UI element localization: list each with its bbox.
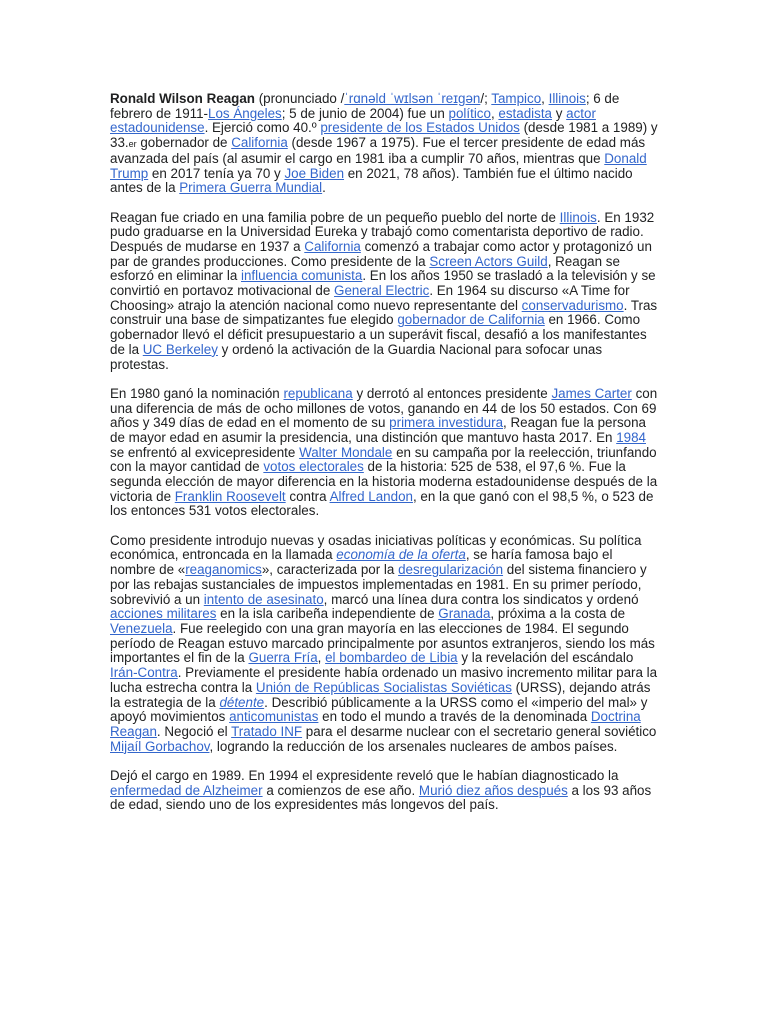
article-link[interactable]: UC Berkeley <box>142 341 218 357</box>
article-text: a los 93 años de edad, siendo uno de los expresidentes más longevos del país. <box>110 782 652 813</box>
article-text: y ordenó la activación de la Guardia Nacional para sofocar unas protestas. <box>110 341 603 372</box>
article-link[interactable]: Murió diez años después <box>418 782 568 798</box>
article-text: comenzó a trabajar como actor y protagonizó un par de grandes producciones. Como presidente de la <box>110 238 652 269</box>
article-link[interactable]: enfermedad de Alzheimer <box>110 782 263 798</box>
paragraph-early-life <box>110 211 658 373</box>
article-link[interactable]: Venezuela <box>110 620 173 636</box>
article-text: », caracterizada por la <box>261 562 399 578</box>
article-text: y derrotó al entonces presidente <box>352 385 552 401</box>
article-text: contra <box>285 488 330 504</box>
paragraph-elections <box>110 387 658 519</box>
article-link[interactable]: economía de la oferta <box>336 547 466 563</box>
article-text: en todo el mundo a través de la denominada <box>318 709 591 725</box>
article-link[interactable]: anticomunistas <box>229 709 319 725</box>
article-text: en 1966. Como gobernador llevó el déficit presupuestario a un superávit fiscal, desafió a los manifestantes de la <box>110 312 647 357</box>
paragraph-later-life <box>110 769 658 813</box>
article-link[interactable]: presidente de los Estados Unidos <box>320 120 520 136</box>
article-text: en 2017 tenía ya 70 y <box>148 165 285 181</box>
article-text: en 2021, 78 años). También fue el último nacido antes de la <box>110 165 633 196</box>
article-link[interactable]: Illinois <box>548 91 586 106</box>
article-text: y <box>552 105 567 121</box>
article-link[interactable]: Guerra Fría <box>248 650 318 666</box>
article-text: . Ejerció como 40.º <box>204 120 321 136</box>
article-text: (desde 1981 a 1989) y 33. <box>110 120 658 151</box>
article-link[interactable]: Unión de Repúblicas Socialistas Soviéticas <box>255 679 512 695</box>
article-text: ; 6 de febrero de 1911- <box>110 91 620 121</box>
article-link[interactable]: Irán-Contra <box>110 665 178 681</box>
article-link[interactable]: General Electric <box>334 283 430 299</box>
article-text: , Reagan fue la persona de mayor edad en asumir la presidencia, una distinción que mantuvo hasta 2017. En <box>110 415 646 445</box>
article-link[interactable]: actor <box>566 105 596 121</box>
article-text: , en la que ganó con el 98,5 %, o 523 de los entonces 531 votos electorales. <box>110 488 654 519</box>
article-text: (URSS), dejando atrás la estrategia de la <box>110 679 651 710</box>
article-link[interactable]: California <box>304 238 361 254</box>
article-text: . En 1964 su discurso «A Time for Choosing» atrajo la atención nacional como nuevo representante del <box>110 283 630 313</box>
article-text: Reagan fue criado en una familia pobre de un pequeño pueblo del norte de <box>110 209 560 225</box>
article-text: (pronunciado / <box>254 91 345 106</box>
article-text: . En los años 1950 se trasladó a la televisión y se convirtió en portavoz motivacional de <box>110 268 656 299</box>
article-link[interactable]: el bombardeo de Libia <box>325 650 458 666</box>
article-link[interactable]: Joe Biden <box>284 165 345 181</box>
article-link[interactable]: ˈrɑnəld ˈwɪlsən ˈreɪɡən <box>344 91 481 106</box>
article-text: . Fue reelegido con una gran mayoría en las elecciones de 1984. El segundo período de Reagan estuvo marcado principalmente por asuntos extranjeros, siendo los más importantes el fin de la <box>110 620 655 666</box>
article-link[interactable]: influencia comunista <box>241 268 363 284</box>
article-link[interactable]: Doctrina Reagan <box>110 709 641 739</box>
article-text: del sistema financiero y por las rebajas sustanciales de impuestos implementadas en 1981. En su primer período, sobrevivió a un <box>110 562 647 607</box>
article-link[interactable]: Tampico <box>491 91 542 106</box>
article-text: a comienzos de ese año. <box>262 782 419 798</box>
article-link[interactable]: reaganomics <box>185 562 262 578</box>
article-text: . Previamente el presidente había ordenado un masivo incremento militar para la lucha estrecha contra la <box>110 665 658 695</box>
article-text: para el desarme nuclear con el secretario general soviético <box>302 723 657 739</box>
article-link[interactable]: gobernador de California <box>397 312 545 328</box>
article-text: gobernador de <box>136 135 232 151</box>
article-text: se enfrentó al exvicepresidente <box>110 444 300 460</box>
article-text: . Negoció el <box>156 723 232 739</box>
article-link[interactable]: desregularización <box>398 562 504 578</box>
article-text: En 1980 ganó la nominación <box>110 385 284 401</box>
article-link[interactable]: Illinois <box>559 209 597 225</box>
article-link[interactable]: Granada <box>438 606 491 622</box>
article-text: en la isla caribeña independiente de <box>216 606 439 622</box>
article-link[interactable]: 1984 <box>616 429 646 445</box>
article-text: , <box>541 91 549 106</box>
article-link[interactable]: Screen Actors Guild <box>429 253 548 269</box>
article-link[interactable]: Primera Guerra Mundial <box>179 180 323 196</box>
article-link[interactable]: Tratado INF <box>231 723 303 739</box>
article-text: , se haría famosa bajo el nombre de « <box>110 547 613 578</box>
article-link[interactable]: político <box>448 105 491 121</box>
article-link[interactable]: republicana <box>283 385 353 401</box>
article-text: ; 5 de junio de 2004) fue un <box>281 105 449 121</box>
article-link[interactable]: California <box>231 135 288 151</box>
article-link[interactable]: James Carter <box>551 385 632 401</box>
article-text: , logrando la reducción de los arsenales nucleares de ambos países. <box>209 738 618 754</box>
paragraph-intro <box>110 92 658 196</box>
paragraph-presidency <box>110 534 658 755</box>
article-link[interactable]: intento de asesinato <box>203 591 324 607</box>
article-link[interactable]: votos electorales <box>263 459 364 475</box>
article-text: en su campaña por la reelección, triunfando con la mayor cantidad de <box>110 444 657 475</box>
article-text: . Describió públicamente a la URSS como el «imperio del mal» y apoyó movimientos <box>110 694 648 725</box>
article-text: y la revelación del escándalo <box>457 650 634 666</box>
article-link[interactable]: primera investidura <box>389 415 504 431</box>
article-link[interactable]: Los Ángeles <box>208 105 282 121</box>
article-text: . <box>322 180 326 196</box>
article-text: /; <box>480 91 492 106</box>
article-link[interactable]: Alfred Landon <box>329 488 413 504</box>
article-link[interactable]: estadounidense <box>110 120 205 136</box>
article-text: , <box>317 650 326 666</box>
article-link[interactable]: Mijaíl Gorbachov <box>110 738 210 754</box>
article-text: de la historia: 525 de 538, el 97,6 %. Fue la segunda elección de mayor diferencia en la historia moderna estadounidense después de la victoria de <box>110 459 658 504</box>
article-link[interactable]: estadista <box>498 105 553 121</box>
article-text: , próxima a la costa de <box>490 606 626 622</box>
article-text: Como presidente introdujo nuevas y osadas iniciativas políticas y económicas. Su política económica, entroncada en la llamada <box>110 532 642 563</box>
article-link[interactable]: acciones militares <box>110 606 217 622</box>
article-text: , Reagan se esforzó en eliminar la <box>110 253 620 284</box>
article-link[interactable]: Walter Mondale <box>299 444 393 460</box>
article-subject-name: Ronald Wilson Reagan <box>110 91 255 106</box>
article-link[interactable]: détente <box>219 694 265 710</box>
ordinal-suffix: er <box>128 139 137 150</box>
article-body <box>110 92 658 828</box>
article-text: Dejó el cargo en 1989. En 1994 el expresidente reveló que le habían diagnosticado la <box>110 767 619 783</box>
article-text: , <box>490 105 499 121</box>
article-text: con una diferencia de más de ocho millones de votos, ganando en 44 de los 50 estados. Con 69 años y 349 días de edad en el momento de su <box>110 385 658 431</box>
article-text: . En 1932 pudo graduarse en la Universidad Eureka y trabajó como comentarista deportivo de radio. Después de mudarse en 1937 a <box>110 209 655 254</box>
article-text: , marcó una línea dura contra los sindicatos y ordenó <box>323 591 639 607</box>
article-text: . Tras construir una base de simpatizantes fue elegido <box>110 297 658 328</box>
article-link[interactable]: Franklin Roosevelt <box>174 488 286 504</box>
article-link[interactable]: Donald Trump <box>110 150 647 181</box>
article-text: (desde 1967 a 1975). Fue el tercer presidente de edad más avanzada del país (al asumir el cargo en 1981 iba a cumplir 70 años, mientras que <box>110 135 646 166</box>
article-link[interactable]: conservadurismo <box>521 297 624 313</box>
